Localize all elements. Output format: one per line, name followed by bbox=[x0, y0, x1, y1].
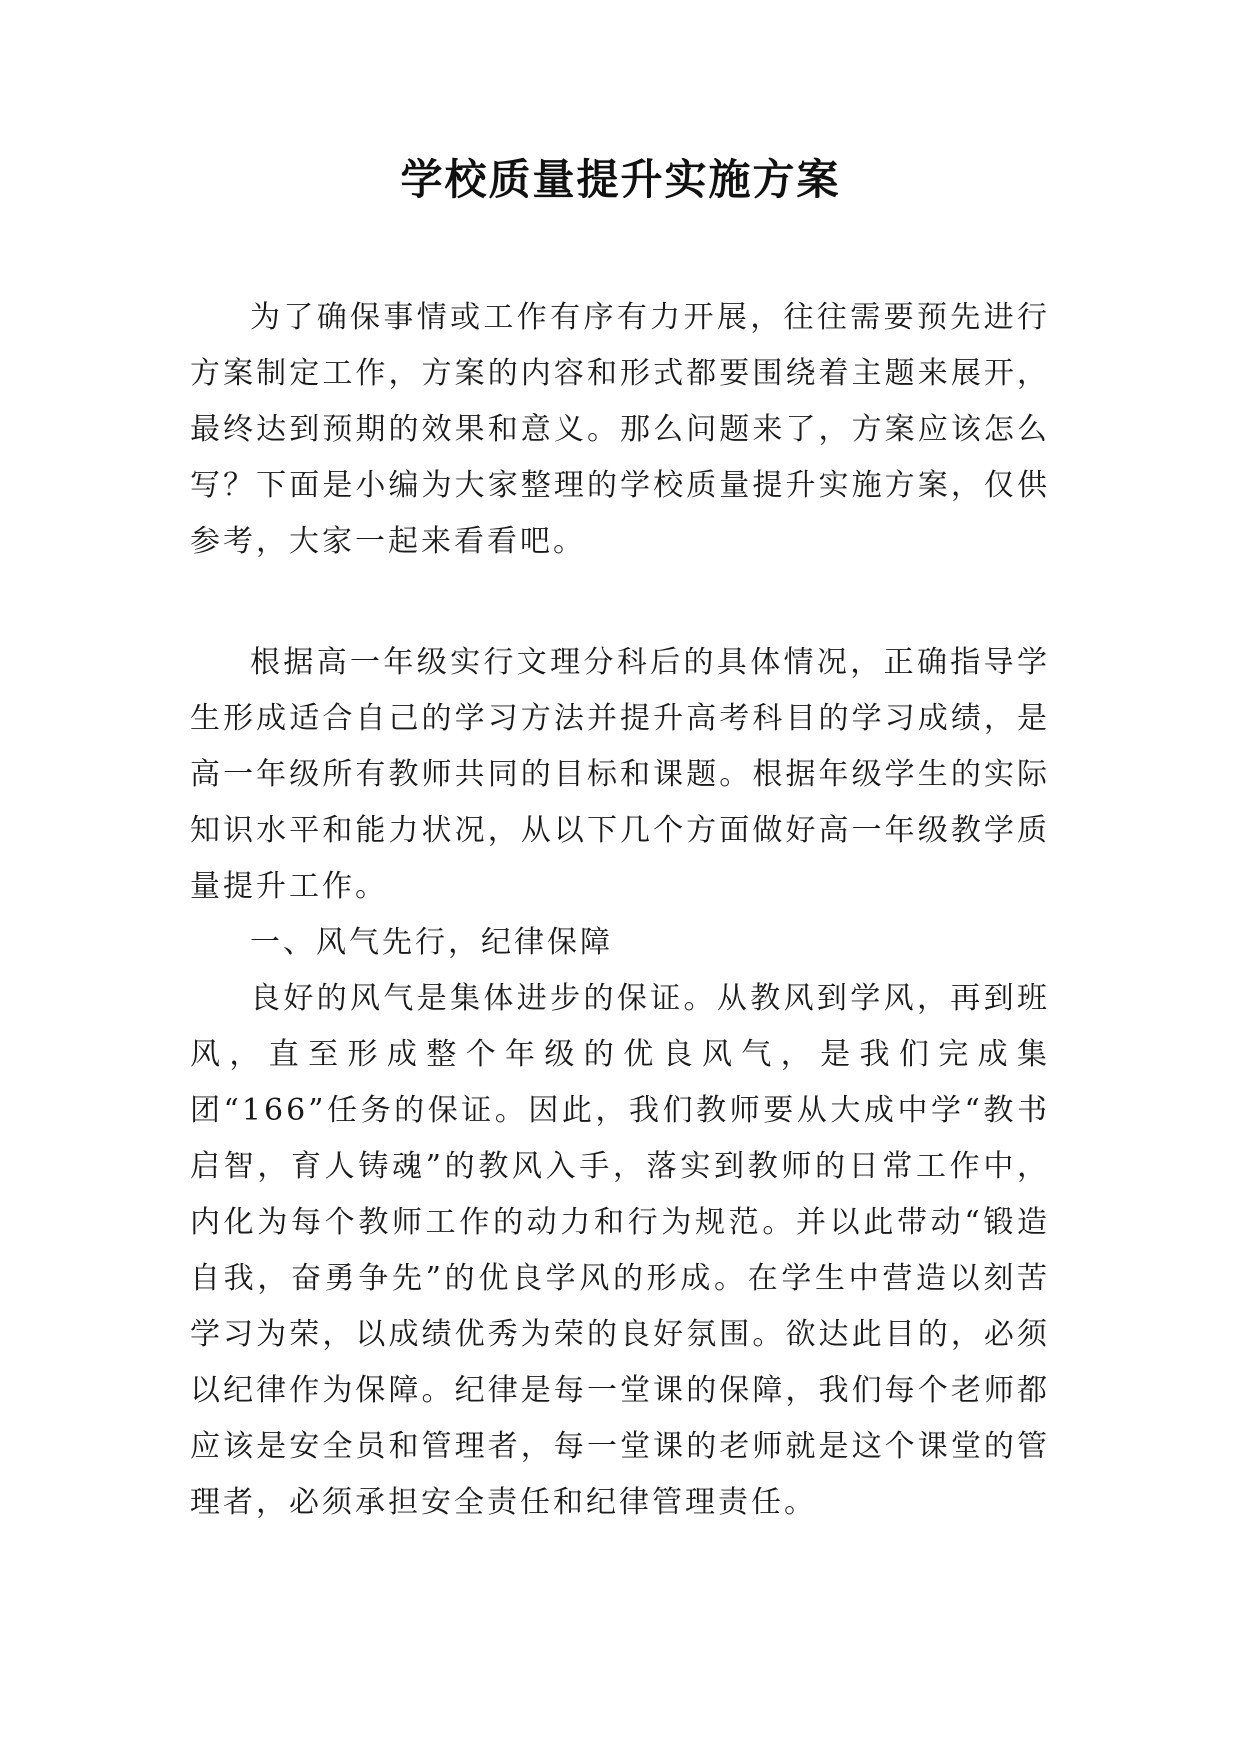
document-title: 学校质量提升实施方案 bbox=[400, 155, 841, 204]
intro-paragraph: 为了确保事情或工作有序有力开展，往往需要预先进行方案制定工作，方案的内容和形式都要围绕着主题来展开，最终达到预期的效果和意义。那么问题来了，方案应该怎么写？下面是小编为大家整理的学校质量提升实施方案，仅供参考，大家一起来看看吧。 bbox=[190, 300, 1050, 559]
section-heading-1: 一、风气先行，纪律保障 bbox=[250, 925, 613, 960]
intro-section bbox=[190, 290, 1050, 570]
main-section bbox=[190, 635, 1050, 1531]
body-paragraph-context: 根据高一年级实行文理分科后的具体情况，正确指导学生形成适合自己的学习方法并提升高考科目的学习成绩，是高一年级所有教师共同的目标和课题。根据年级学生的实际知识水平和能力状况，从以下几个方面做好高一年级教学质量提升工作。 bbox=[190, 645, 1050, 904]
body-paragraph-discipline: 良好的风气是集体进步的保证。从教风到学风，再到班风，直至形成整个年级的优良风气，是我们完成集团“166”任务的保证。因此，我们教师要从大成中学“教书启智，育人铸魂”的教风入手，落实到教师的日常工作中， 内化为每个教师工作的动力和行为规范。并以此带动“锻造自我，奋勇争先”的优良学风的形成。在学生中营造以刻苦学习为荣，以成绩优秀为荣的良好氛围。欲达此目的，必须以纪律作为保障。纪律是每一堂课的保障，我们每个老师都应该是安全员和管理者，每一堂课的老师就是这个课堂的管理者，必须承担安全责任和纪律管理责任。 bbox=[190, 981, 1050, 1520]
